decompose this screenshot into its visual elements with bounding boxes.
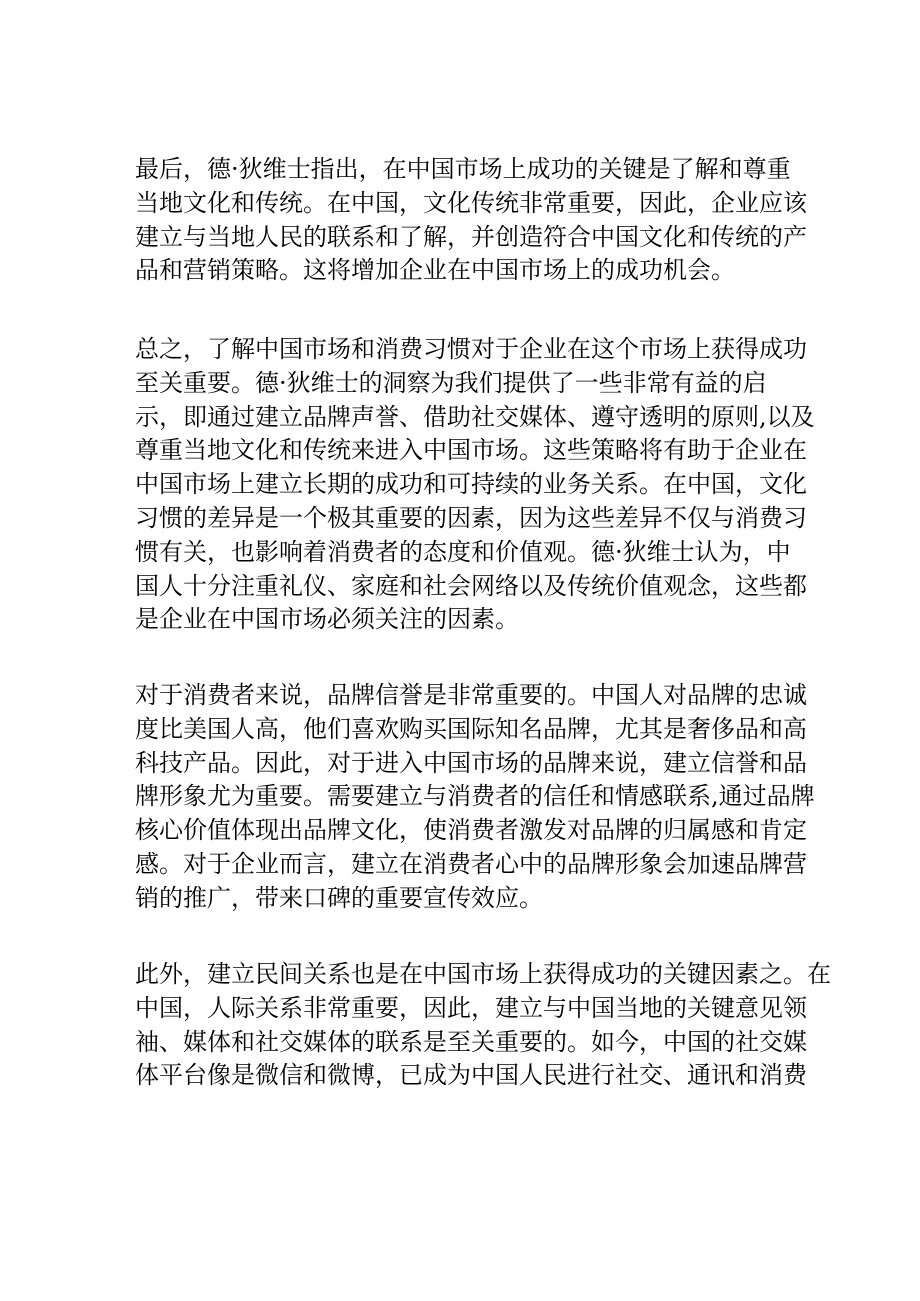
text-line: 当地文化和传统。在中国，文化传统非常重要，因此，企业应该 bbox=[135, 188, 807, 217]
text-line: 感。对于企业而言，建立在消费者心中的品牌形象会加速品牌营 bbox=[135, 849, 807, 878]
text-line: 品和营销策略。这将增加企业在中国市场上的成功机会。 bbox=[135, 256, 735, 285]
text-line: 此外，建立民间关系也是在中国市场上获得成功的关键因素之。在 bbox=[135, 960, 831, 988]
text-line: 尊重当地文化和传统来进入中国市场。这些策略将有助于企业在 bbox=[135, 436, 807, 465]
paragraph-summary bbox=[135, 337, 815, 641]
text-line: 袖、媒体和社交媒体的联系是至关重要的。如今，中国的社交媒 bbox=[135, 1027, 807, 1056]
text-line: 建立与当地人民的联系和了解，并创造符合中国文化和传统的产 bbox=[135, 222, 807, 251]
text-line: 最后，德·狄维士指出，在中国市场上成功的关键是了解和尊重 bbox=[135, 155, 791, 183]
text-line: 核心价值体现出品牌文化，使消费者激发对品牌的归属感和肯定 bbox=[135, 816, 807, 845]
paragraph-conclusion-culture bbox=[135, 157, 807, 292]
text-line: 销的推广，带来口碑的重要宣传效应。 bbox=[135, 883, 543, 912]
text-line: 牌形象尤为重要。需要建立与消费者的信任和情感联系,通过品牌 bbox=[135, 782, 815, 811]
text-line: 国人十分注重礼仪、家庭和社会网络以及传统价值观念，这些都 bbox=[135, 571, 807, 600]
text-line: 惯有关，也影响着消费者的态度和价值观。德·狄维士认为，中 bbox=[135, 537, 791, 566]
text-line: 体平台像是微信和微博，已成为中国人民进行社交、通讯和消费 bbox=[135, 1061, 807, 1090]
paragraph-brand-reputation bbox=[135, 683, 815, 920]
text-line: 度比美国人高，他们喜欢购买国际知名品牌，尤其是奢侈品和高 bbox=[135, 714, 807, 743]
text-line: 总之，了解中国市场和消费习惯对于企业在这个市场上获得成功 bbox=[135, 335, 807, 363]
text-line: 中国，人际关系非常重要，因此，建立与中国当地的关键意见领 bbox=[135, 993, 807, 1022]
paragraph-relationships bbox=[135, 962, 831, 1097]
text-line: 示，即通过建立品牌声誉、借助社交媒体、遵守透明的原则,以及 bbox=[135, 402, 815, 431]
text-line: 至关重要。德·狄维士的洞察为我们提供了一些非常有益的启 bbox=[135, 368, 767, 397]
text-line: 是企业在中国市场必须关注的因素。 bbox=[135, 605, 519, 634]
text-line: 习惯的差异是一个极其重要的因素，因为这些差异不仅与消费习 bbox=[135, 503, 807, 532]
text-line: 科技产品。因此，对于进入中国市场的品牌来说，建立信誉和品 bbox=[135, 748, 807, 777]
text-line: 中国市场上建立长期的成功和可持续的业务关系。在中国，文化 bbox=[135, 470, 807, 499]
text-line: 对于消费者来说，品牌信誉是非常重要的。中国人对品牌的忠诚 bbox=[135, 681, 807, 709]
